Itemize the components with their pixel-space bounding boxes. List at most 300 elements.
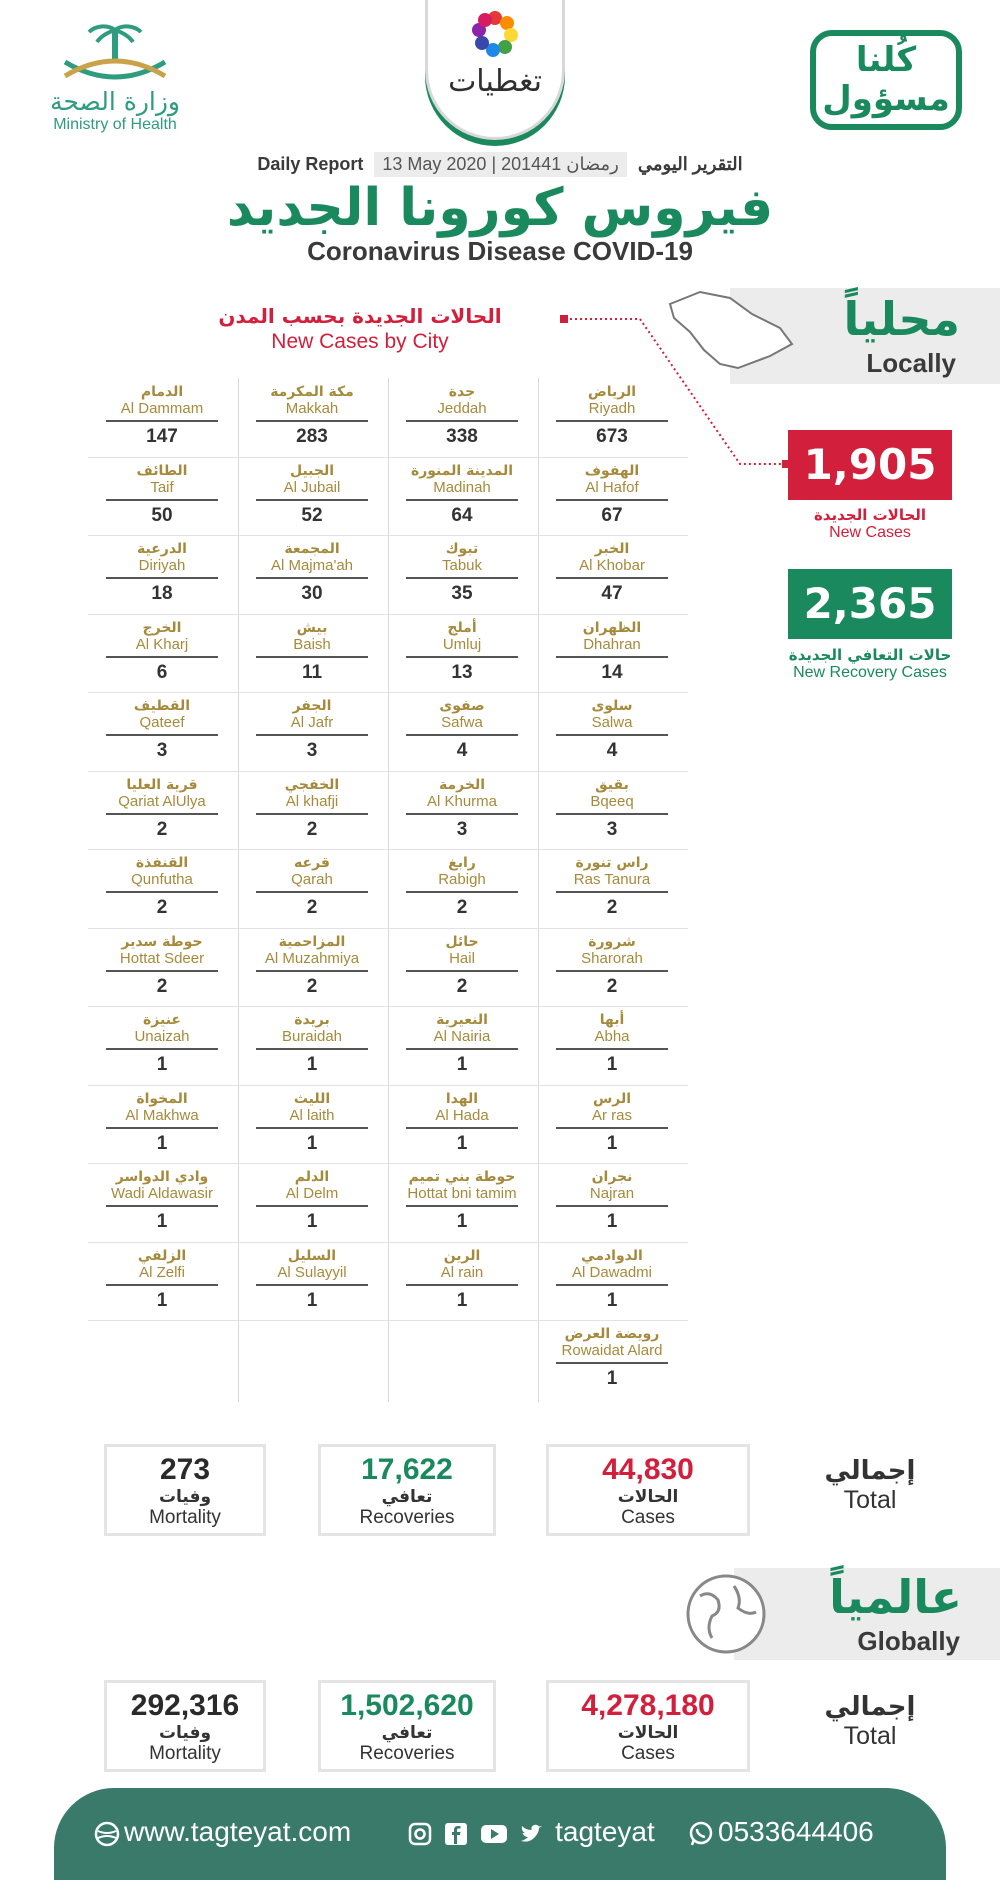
city-name-en: Najran <box>589 1185 635 1202</box>
city-underline <box>406 1205 518 1207</box>
city-name-en: Al Kharj <box>135 636 189 653</box>
city-underline <box>256 1127 368 1129</box>
city-name-ar: نجران <box>591 1169 633 1185</box>
city-cell <box>88 771 236 847</box>
city-underline <box>256 656 368 658</box>
city-name-ar: الليث <box>293 1091 331 1107</box>
city-underline <box>406 1048 518 1050</box>
city-underline <box>406 656 518 658</box>
global-total-label-ar: إجمالي <box>824 1692 916 1722</box>
city-name-en: Hottat Sdeer <box>119 950 205 967</box>
city-name-ar: الجفر <box>292 698 332 714</box>
city-name-en: Abha <box>594 1028 630 1045</box>
city-case-count: 1 <box>456 1211 468 1232</box>
city-case-count: 1 <box>606 1368 618 1389</box>
city-cell <box>538 692 686 768</box>
city-cell <box>538 928 686 1004</box>
city-case-count: 1 <box>156 1290 168 1311</box>
whatsapp-phone[interactable] <box>688 1816 874 1848</box>
global-label-ar: عالمياً <box>829 1570 962 1624</box>
city-underline <box>406 577 518 579</box>
cities-heading-en: New Cases by City <box>271 330 449 353</box>
city-case-count: 2 <box>156 976 168 997</box>
city-cell <box>88 457 236 533</box>
city-name-en: Bqeeq <box>590 793 634 810</box>
city-name-en: Al rain <box>440 1264 484 1281</box>
slogan-line-1: كُلنا <box>855 40 917 80</box>
city-name-ar: حائل <box>445 934 479 950</box>
city-cell <box>238 1163 386 1239</box>
city-cell <box>238 614 386 690</box>
city-underline <box>106 1127 218 1129</box>
city-underline <box>106 577 218 579</box>
whatsapp-icon <box>688 1821 714 1847</box>
city-case-count: 4 <box>456 740 468 761</box>
city-underline <box>406 970 518 972</box>
city-name-ar: حوطة سدير <box>121 934 203 950</box>
web-icon <box>94 1821 120 1847</box>
city-name-en: Al Makhwa <box>125 1107 199 1124</box>
city-cell <box>388 1163 536 1239</box>
city-underline <box>406 891 518 893</box>
slogan-line-2: مسؤول <box>822 79 950 119</box>
page-title-ar: فيروس كورونا الجديد <box>226 178 774 238</box>
city-name-ar: الظهران <box>582 620 642 636</box>
city-cell <box>538 535 686 611</box>
new-cases-label-ar: الحالات الجديدة <box>813 506 927 524</box>
local-cases-label-en: Cases <box>621 1507 675 1528</box>
city-name-ar: الخرج <box>142 620 182 636</box>
city-name-ar: المخواة <box>136 1091 188 1107</box>
city-name-ar: الهدا <box>445 1091 479 1107</box>
city-name-en: Wadi Aldawasir <box>111 1185 213 1202</box>
city-name-ar: الهفوف <box>584 463 640 479</box>
city-underline <box>106 420 218 422</box>
new-cases-value: 1,905 <box>788 430 952 500</box>
city-name-ar: تبوك <box>445 541 479 557</box>
city-name-en: Qunfutha <box>131 871 193 888</box>
city-case-count: 30 <box>301 583 323 604</box>
city-name-ar: أبها <box>599 1012 625 1028</box>
city-name-en: Buraidah <box>281 1028 343 1045</box>
city-cell <box>538 378 686 454</box>
city-name-ar: الدلم <box>294 1169 330 1185</box>
local-total-mortality <box>104 1444 266 1536</box>
city-name-en: Baish <box>293 636 331 653</box>
city-cell <box>388 614 536 690</box>
city-cell <box>388 1006 536 1082</box>
cities-heading-ar: الحالات الجديدة بحسب المدن <box>218 304 502 328</box>
city-case-count: 338 <box>446 426 478 447</box>
local-recoveries-value: 17,622 <box>361 1453 453 1486</box>
city-cell <box>88 692 236 768</box>
city-name-ar: الدمام <box>140 384 184 400</box>
city-underline <box>106 656 218 658</box>
new-recovery-label-ar: حالات التعافي الجديدة <box>788 646 952 664</box>
city-cell <box>88 614 236 690</box>
city-case-count: 3 <box>606 819 618 840</box>
city-name-en: Al laith <box>289 1107 335 1124</box>
city-name-en: Taif <box>150 479 174 496</box>
city-case-count: 1 <box>456 1290 468 1311</box>
website-text: www.tagteyat.com <box>124 1816 352 1847</box>
city-name-en: Umluj <box>442 636 482 653</box>
local-total-recoveries <box>318 1444 496 1536</box>
city-name-en: Al Khobar <box>579 557 645 574</box>
city-underline <box>106 1205 218 1207</box>
local-cases-label-ar: الحالات <box>617 1487 679 1507</box>
social-handle-text: tagteyat <box>555 1816 655 1847</box>
city-case-count: 64 <box>451 505 473 526</box>
city-name-en: Al Khurma <box>426 793 498 810</box>
city-name-ar: الدرعية <box>137 541 187 557</box>
city-cell <box>538 614 686 690</box>
city-case-count: 3 <box>456 819 468 840</box>
city-underline <box>556 1362 668 1364</box>
city-underline <box>406 499 518 501</box>
city-case-count: 1 <box>306 1054 318 1075</box>
city-cell <box>88 1006 236 1082</box>
city-name-ar: بريدة <box>294 1012 330 1028</box>
new-recovery-value: 2,365 <box>788 569 952 639</box>
moh-name-en: Ministry of Health <box>53 116 177 133</box>
facebook-icon <box>444 1822 468 1846</box>
city-name-en: Al Jafr <box>290 714 334 731</box>
city-cell <box>88 535 236 611</box>
city-cell <box>388 457 536 533</box>
new-recovery-label <box>750 646 990 682</box>
city-underline <box>106 1048 218 1050</box>
city-case-count: 1 <box>456 1133 468 1154</box>
city-underline <box>406 1284 518 1286</box>
city-name-ar: جدة <box>448 384 476 400</box>
city-grid <box>88 378 688 1402</box>
city-cell <box>538 1242 686 1318</box>
city-case-count: 14 <box>601 662 623 683</box>
city-underline <box>406 813 518 815</box>
city-name-en: Diriyah <box>138 557 186 574</box>
report-label-en: Daily Report <box>257 154 364 174</box>
global-mortality-value: 292,316 <box>130 1689 240 1722</box>
brand-name: تغطيات <box>448 64 542 99</box>
city-cell <box>88 1242 236 1318</box>
global-label-en: Globally <box>857 1626 960 1656</box>
city-name-en: Al Majma'ah <box>270 557 354 574</box>
city-underline <box>556 891 668 893</box>
city-cell <box>388 849 536 925</box>
city-cell <box>238 771 386 847</box>
city-underline <box>256 891 368 893</box>
cities-heading <box>150 304 570 354</box>
city-underline <box>406 734 518 736</box>
city-cell <box>538 849 686 925</box>
city-name-ar: راس تنورة <box>575 855 649 871</box>
twitter-icon <box>519 1823 543 1845</box>
city-name-ar: المجمعة <box>284 541 340 557</box>
local-label-en: Locally <box>866 348 956 378</box>
city-underline <box>106 891 218 893</box>
local-recoveries-label-en: Recoveries <box>359 1507 455 1528</box>
city-name-en: Al Hafof <box>585 479 639 496</box>
city-underline <box>556 970 668 972</box>
city-name-en: Salwa <box>591 714 633 731</box>
city-case-count: 2 <box>456 976 468 997</box>
moh-logo <box>30 22 200 132</box>
city-name-en: Qateef <box>139 714 185 731</box>
city-name-ar: أملج <box>447 620 477 636</box>
city-underline <box>556 734 668 736</box>
city-name-en: Al Dammam <box>120 400 204 417</box>
global-total-cases <box>546 1680 750 1772</box>
report-label-ar: التقرير اليومي <box>637 154 743 174</box>
city-underline <box>256 734 368 736</box>
city-underline <box>256 970 368 972</box>
report-date: 13 May 2020 | 20رمضان 1441 <box>374 152 627 177</box>
tagteyat-badge <box>425 0 565 140</box>
city-underline <box>256 1284 368 1286</box>
city-underline <box>256 577 368 579</box>
city-underline <box>106 734 218 736</box>
city-cell <box>238 535 386 611</box>
slogan-logo <box>810 30 962 130</box>
city-name-ar: القطيف <box>133 698 191 714</box>
city-cell <box>88 378 236 454</box>
local-total-cases <box>546 1444 750 1536</box>
city-case-count: 3 <box>306 740 318 761</box>
city-cell <box>388 1242 536 1318</box>
city-name-en: Al Sulayyil <box>277 1264 347 1281</box>
city-cell <box>538 1320 686 1396</box>
city-underline <box>556 656 668 658</box>
global-total-recoveries <box>318 1680 496 1772</box>
city-cell <box>538 771 686 847</box>
city-underline <box>556 1127 668 1129</box>
city-name-en: Riyadh <box>588 400 636 417</box>
city-case-count: 2 <box>306 897 318 918</box>
global-recoveries-value: 1,502,620 <box>340 1689 474 1722</box>
city-underline <box>556 577 668 579</box>
city-case-count: 2 <box>606 897 618 918</box>
city-underline <box>106 1284 218 1286</box>
city-cell <box>238 928 386 1004</box>
city-case-count: 1 <box>306 1211 318 1232</box>
city-name-en: Jeddah <box>437 400 487 417</box>
city-case-count: 673 <box>596 426 628 447</box>
city-cell <box>238 692 386 768</box>
city-name-ar: الدوادمي <box>581 1248 643 1264</box>
city-name-ar: رابغ <box>448 855 476 871</box>
local-mortality-value: 273 <box>159 1453 211 1486</box>
city-case-count: 1 <box>306 1290 318 1311</box>
global-recoveries-label-ar: تعافي <box>381 1723 433 1743</box>
globe-icon <box>676 1572 776 1656</box>
city-name-ar: الجبيل <box>289 463 335 479</box>
city-name-en: Rabigh <box>438 871 486 888</box>
city-name-ar: بقيق <box>595 777 629 793</box>
city-name-en: Ras Tanura <box>573 871 651 888</box>
city-case-count: 11 <box>301 662 323 683</box>
new-recovery-label-en: New Recovery Cases <box>793 664 947 681</box>
website-link[interactable] <box>94 1816 351 1848</box>
city-name-en: Al Delm <box>285 1185 339 1202</box>
city-cell <box>88 928 236 1004</box>
city-case-count: 18 <box>151 583 173 604</box>
city-name-en: Al Zelfi <box>139 1264 185 1281</box>
city-cell <box>388 692 536 768</box>
city-underline <box>406 420 518 422</box>
city-case-count: 35 <box>451 583 473 604</box>
city-underline <box>256 1205 368 1207</box>
city-case-count: 2 <box>606 976 618 997</box>
city-underline <box>556 1284 668 1286</box>
city-name-en: Rowaidat Alard <box>561 1342 663 1359</box>
city-name-en: Al Jubail <box>283 479 341 496</box>
city-name-en: Safwa <box>441 714 483 731</box>
city-cell <box>388 771 536 847</box>
local-total-label-ar: إجمالي <box>824 1456 916 1486</box>
city-case-count: 1 <box>156 1133 168 1154</box>
moh-name-ar: وزارة الصحة <box>50 87 180 116</box>
city-case-count: 4 <box>606 740 618 761</box>
city-underline <box>556 499 668 501</box>
city-name-ar: الخرمة <box>438 777 485 793</box>
page-title-en: Coronavirus Disease COVID-19 <box>307 236 693 266</box>
city-case-count: 1 <box>156 1054 168 1075</box>
city-underline <box>556 420 668 422</box>
global-mortality-label-en: Mortality <box>149 1743 221 1764</box>
city-underline <box>256 420 368 422</box>
city-case-count: 52 <box>301 505 323 526</box>
global-total-mortality <box>104 1680 266 1772</box>
city-cell <box>538 1006 686 1082</box>
city-case-count: 1 <box>606 1133 618 1154</box>
city-name-en: Tabuk <box>441 557 483 574</box>
city-name-ar: مكة المكرمة <box>270 384 354 400</box>
city-name-ar: المدينة المنورة <box>410 463 514 479</box>
city-case-count: 50 <box>151 505 173 526</box>
city-underline <box>556 1205 668 1207</box>
city-name-en: Sharorah <box>581 950 643 967</box>
local-total-label-en: Total <box>843 1486 897 1514</box>
city-case-count: 6 <box>156 662 168 683</box>
date-gregorian: 13 May 2020 <box>382 154 487 174</box>
city-cell <box>388 1085 536 1161</box>
city-cell <box>238 378 386 454</box>
city-underline <box>106 813 218 815</box>
city-case-count: 1 <box>456 1054 468 1075</box>
city-cell <box>88 1085 236 1161</box>
city-name-ar: رويضة العرض <box>564 1326 660 1342</box>
city-underline <box>556 1048 668 1050</box>
city-name-en: Al Nairia <box>433 1028 491 1045</box>
city-underline <box>406 1127 518 1129</box>
city-name-en: Qarah <box>291 871 333 888</box>
city-name-ar: قرعه <box>294 855 330 871</box>
local-mortality-label-ar: وفيات <box>158 1487 212 1507</box>
city-underline <box>256 499 368 501</box>
global-total-label <box>800 1692 940 1751</box>
city-case-count: 3 <box>156 740 168 761</box>
city-name-ar: الخبر <box>594 541 630 557</box>
city-case-count: 1 <box>306 1133 318 1154</box>
city-cell <box>238 457 386 533</box>
city-underline <box>106 970 218 972</box>
city-case-count: 47 <box>601 583 623 604</box>
city-name-ar: المزاحمية <box>278 934 346 950</box>
city-name-en: Al Dawadmi <box>571 1264 653 1281</box>
city-name-en: Ar ras <box>591 1107 632 1124</box>
city-cell <box>388 378 536 454</box>
local-label-ar: محلياً <box>843 292 960 346</box>
city-case-count: 1 <box>156 1211 168 1232</box>
city-underline <box>556 813 668 815</box>
city-case-count: 1 <box>606 1211 618 1232</box>
city-case-count: 1 <box>606 1290 618 1311</box>
city-underline <box>256 1048 368 1050</box>
report-line <box>0 152 1000 177</box>
city-name-en: Unaizah <box>134 1028 190 1045</box>
local-total-label <box>800 1456 940 1515</box>
local-recoveries-label-ar: تعافي <box>381 1487 433 1507</box>
social-handle[interactable] <box>408 1816 655 1848</box>
global-mortality-label-ar: وفيات <box>158 1723 212 1743</box>
flower-icon <box>467 6 523 62</box>
global-cases-value: 4,278,180 <box>581 1689 715 1722</box>
new-cases-label <box>770 506 970 542</box>
city-cell <box>388 928 536 1004</box>
city-cell <box>88 1163 236 1239</box>
city-case-count: 2 <box>306 976 318 997</box>
global-recoveries-label-en: Recoveries <box>359 1743 455 1764</box>
city-name-ar: حوطة بني تميم <box>408 1169 516 1185</box>
city-name-ar: سلوى <box>591 698 633 714</box>
local-mortality-label-en: Mortality <box>149 1507 221 1528</box>
city-cell <box>538 1163 686 1239</box>
city-name-ar: الطائف <box>136 463 188 479</box>
date-hijri: 20رمضان 1441 <box>501 154 619 174</box>
city-cell <box>538 457 686 533</box>
city-cell <box>388 535 536 611</box>
city-case-count: 2 <box>456 897 468 918</box>
city-name-ar: الرس <box>592 1091 632 1107</box>
city-name-ar: الزلفي <box>137 1248 187 1264</box>
new-cases-label-en: New Cases <box>829 524 911 541</box>
city-name-ar: السليل <box>287 1248 337 1264</box>
city-case-count: 2 <box>156 819 168 840</box>
city-name-ar: بيش <box>296 620 328 636</box>
city-cell <box>238 1006 386 1082</box>
city-underline <box>106 499 218 501</box>
global-total-label-en: Total <box>843 1722 897 1750</box>
city-name-en: Qariat AlUlya <box>118 793 206 810</box>
city-cell <box>88 849 236 925</box>
city-case-count: 2 <box>156 897 168 918</box>
city-name-en: Hail <box>449 950 475 967</box>
city-case-count: 2 <box>306 819 318 840</box>
city-name-en: Al Muzahmiya <box>264 950 360 967</box>
global-cases-label-en: Cases <box>621 1743 675 1764</box>
city-case-count: 147 <box>146 426 178 447</box>
city-case-count: 67 <box>601 505 623 526</box>
global-cases-label-ar: الحالات <box>617 1723 679 1743</box>
city-name-ar: عنيزة <box>143 1012 181 1028</box>
city-name-ar: صفوى <box>439 698 485 714</box>
city-case-count: 283 <box>296 426 328 447</box>
city-name-en: Madinah <box>433 479 491 496</box>
city-name-ar: وادي الدواسر <box>115 1169 209 1185</box>
city-cell <box>238 1085 386 1161</box>
city-cell <box>538 1085 686 1161</box>
